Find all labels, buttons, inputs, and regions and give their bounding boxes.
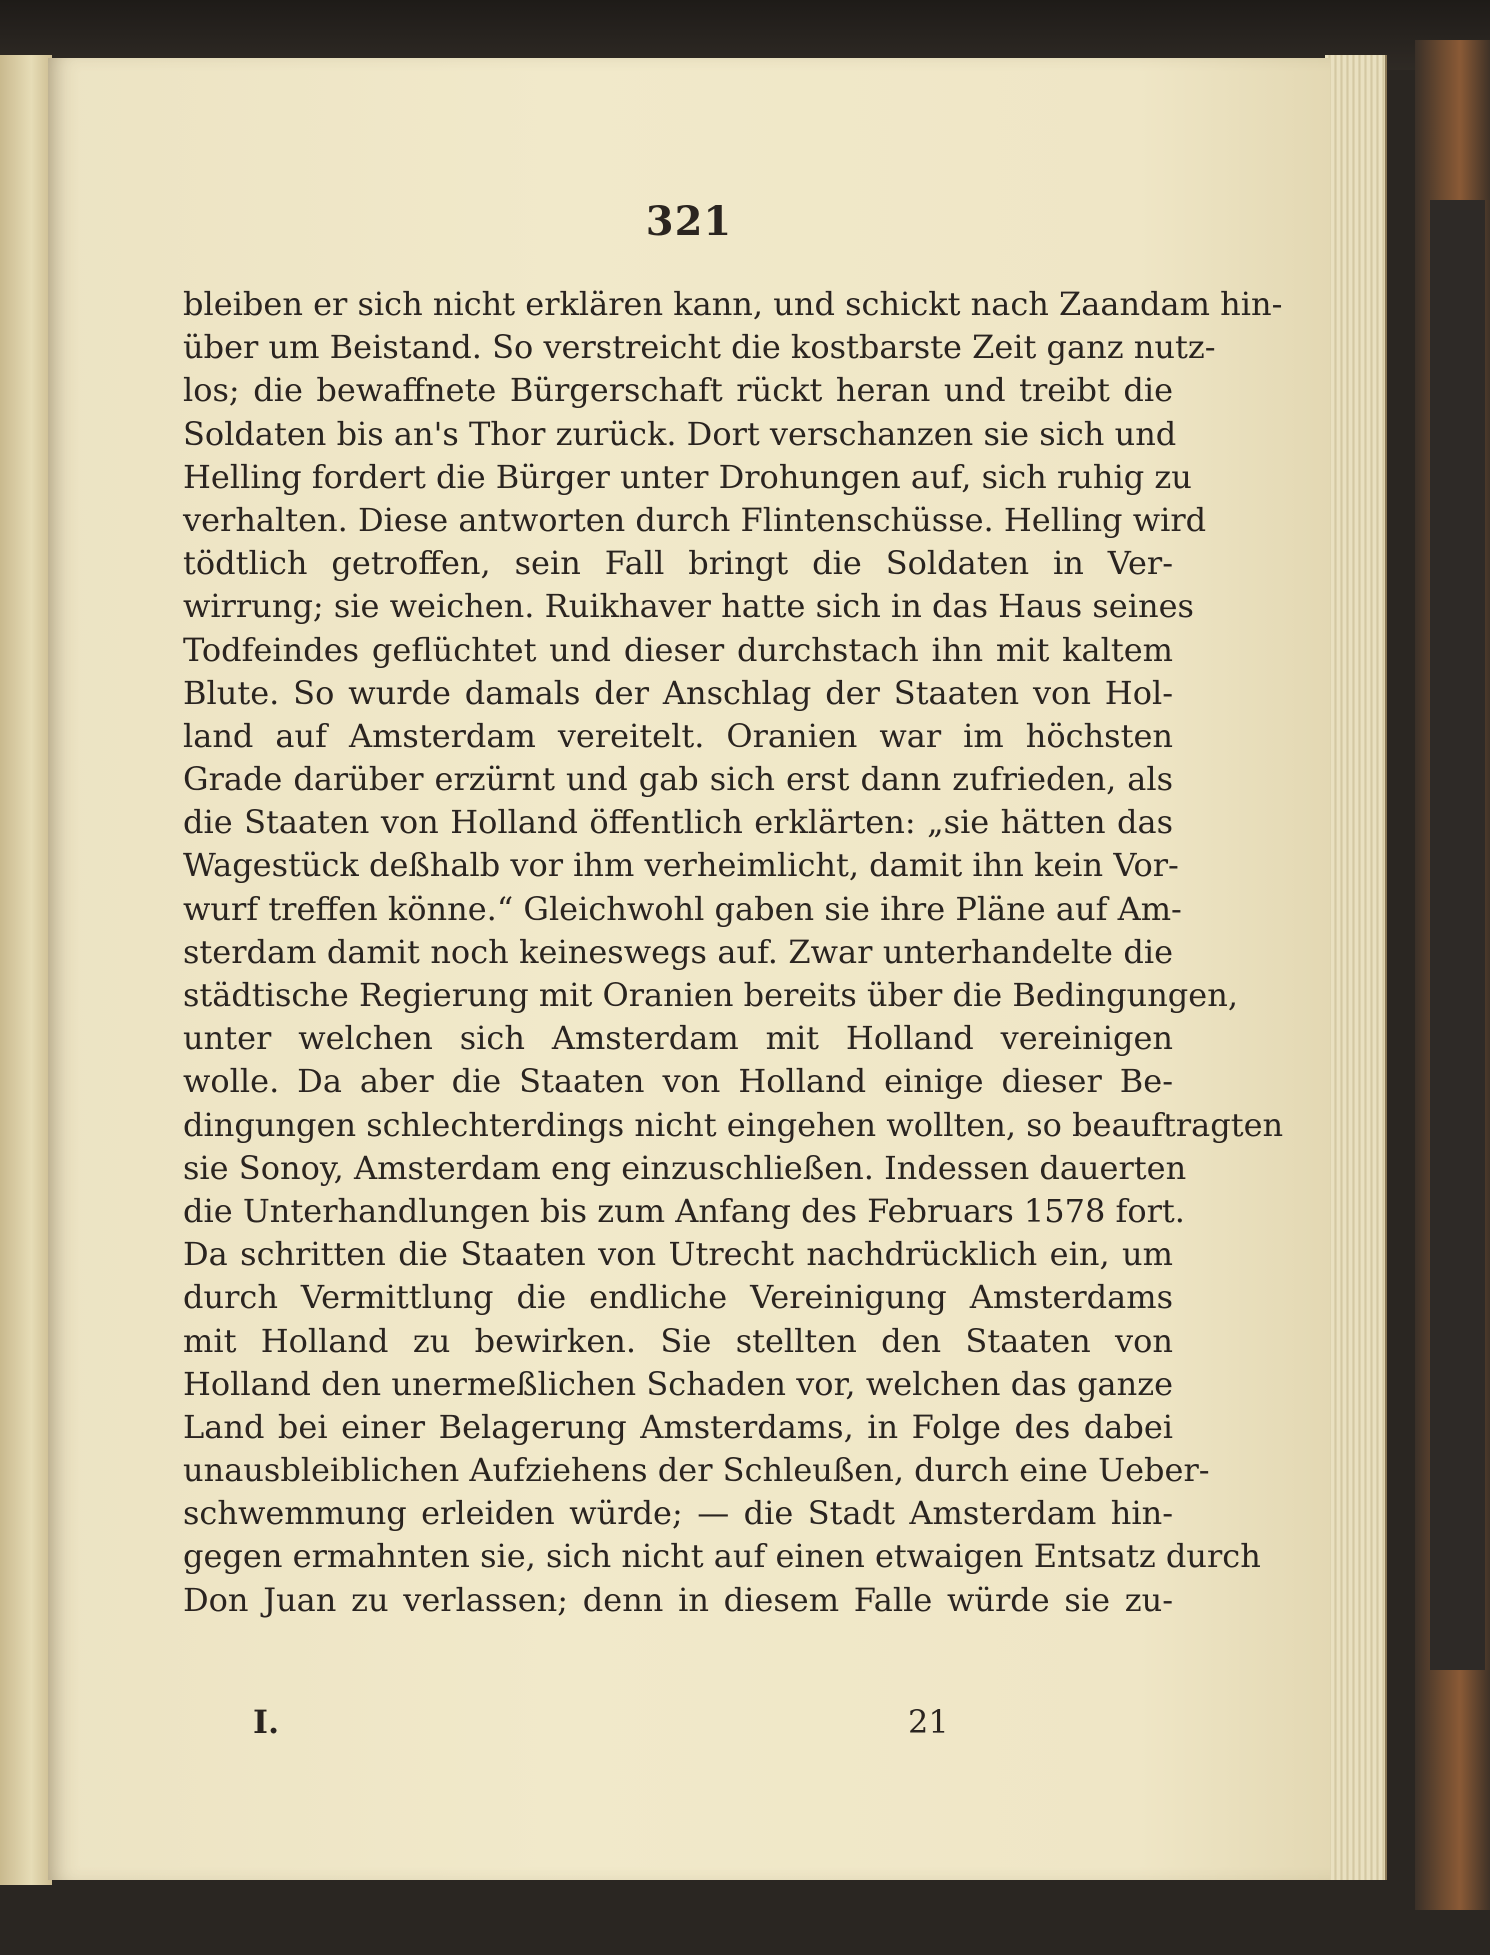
facing-page-edge xyxy=(0,55,52,1885)
text-line: Helling fordert die Bürger unter Drohungen auf, sich ruhig zu xyxy=(183,457,1192,496)
text-line: los; die bewaffnete Bürgerschaft rückt heran und treibt die xyxy=(183,371,1173,410)
page-block-edges xyxy=(1325,55,1387,1880)
text-line: städtische Regierung mit Oranien bereits über die Bedingungen, xyxy=(183,976,1238,1014)
text-line: gegen ermahnten sie, sich nicht auf einen etwaigen Entsatz durch xyxy=(183,1537,1261,1576)
text-line: über um Beistand. So verstreicht die kostbarste Zeit ganz nutz- xyxy=(183,328,1216,367)
signature-mark: I. xyxy=(253,1703,280,1741)
book-cover-right xyxy=(1415,40,1490,1910)
text-line: die Staaten von Holland öffentlich erklärten: „sie hätten das xyxy=(183,803,1173,842)
text-line: Wagestück deßhalb vor ihm verheimlicht, damit ihn kein Vor- xyxy=(183,846,1179,885)
text-line: sie Sonoy, Amsterdam eng einzuschließen. Indessen dauerten xyxy=(183,1148,1187,1187)
text-line: schwemmung erleiden würde; — die Stadt Amsterdam hin- xyxy=(183,1494,1173,1533)
text-line: Grade darüber erzürnt und gab sich erst dann zufrieden, als xyxy=(183,760,1173,799)
book-page xyxy=(48,58,1330,1880)
text-line: Land bei einer Belagerung Amsterdams, in Folge des dabei xyxy=(183,1407,1173,1446)
body-text xyxy=(183,283,1284,1622)
text-line: bleiben er sich nicht erklären kann, und schickt nach Zaandam hin- xyxy=(183,285,1283,323)
text-line: Holland den unermeßlichen Schaden vor, welchen das ganze xyxy=(183,1364,1173,1403)
text-line: Don Juan zu verlassen; denn in diesem Falle würde sie zu- xyxy=(183,1580,1173,1619)
text-line: wirrung; sie weichen. Ruikhaver hatte sich in das Haus seines xyxy=(183,587,1194,626)
text-line: Blute. So wurde damals der Anschlag der Staaten von Hol- xyxy=(183,673,1173,712)
text-line: Todfeindes geflüchtet und dieser durchstach ihn mit kaltem xyxy=(183,630,1173,669)
text-line: die Unterhandlungen bis zum Anfang des Februars 1578 fort. xyxy=(183,1191,1185,1230)
page-number: 321 xyxy=(645,198,733,245)
text-line: unausbleiblichen Aufziehens der Schleußen, durch eine Ueber- xyxy=(183,1451,1210,1490)
text-line: unter welchen sich Amsterdam mit Holland vereinigen xyxy=(183,1019,1173,1058)
text-line: Da schritten die Staaten von Utrecht nachdrücklich ein, um xyxy=(183,1235,1173,1274)
sheet-number: 21 xyxy=(908,1703,949,1741)
text-line: sterdam damit noch keineswegs auf. Zwar unterhandelte die xyxy=(183,932,1173,971)
text-line: verhalten. Diese antworten durch Flintenschüsse. Helling wird xyxy=(183,500,1207,539)
cover-cloth-stripe xyxy=(1430,200,1485,1670)
text-line: durch Vermittlung die endliche Vereinigung Amsterdams xyxy=(183,1278,1173,1317)
text-line: tödtlich getroffen, sein Fall bringt die Soldaten in Ver- xyxy=(183,544,1173,583)
text-line: wolle. Da aber die Staaten von Holland einige dieser Be- xyxy=(183,1062,1173,1101)
text-line: wurf treffen könne.“ Gleichwohl gaben sie ihre Pläne auf Am- xyxy=(183,889,1182,928)
text-line: land auf Amsterdam vereitelt. Oranien war im höchsten xyxy=(183,716,1173,755)
text-line: Soldaten bis an's Thor zurück. Dort verschanzen sie sich und xyxy=(183,414,1177,453)
text-line: mit Holland zu bewirken. Sie stellten den Staaten von xyxy=(183,1321,1173,1360)
text-line: dingungen schlechterdings nicht eingehen wollten, so beauftragten xyxy=(183,1105,1284,1144)
